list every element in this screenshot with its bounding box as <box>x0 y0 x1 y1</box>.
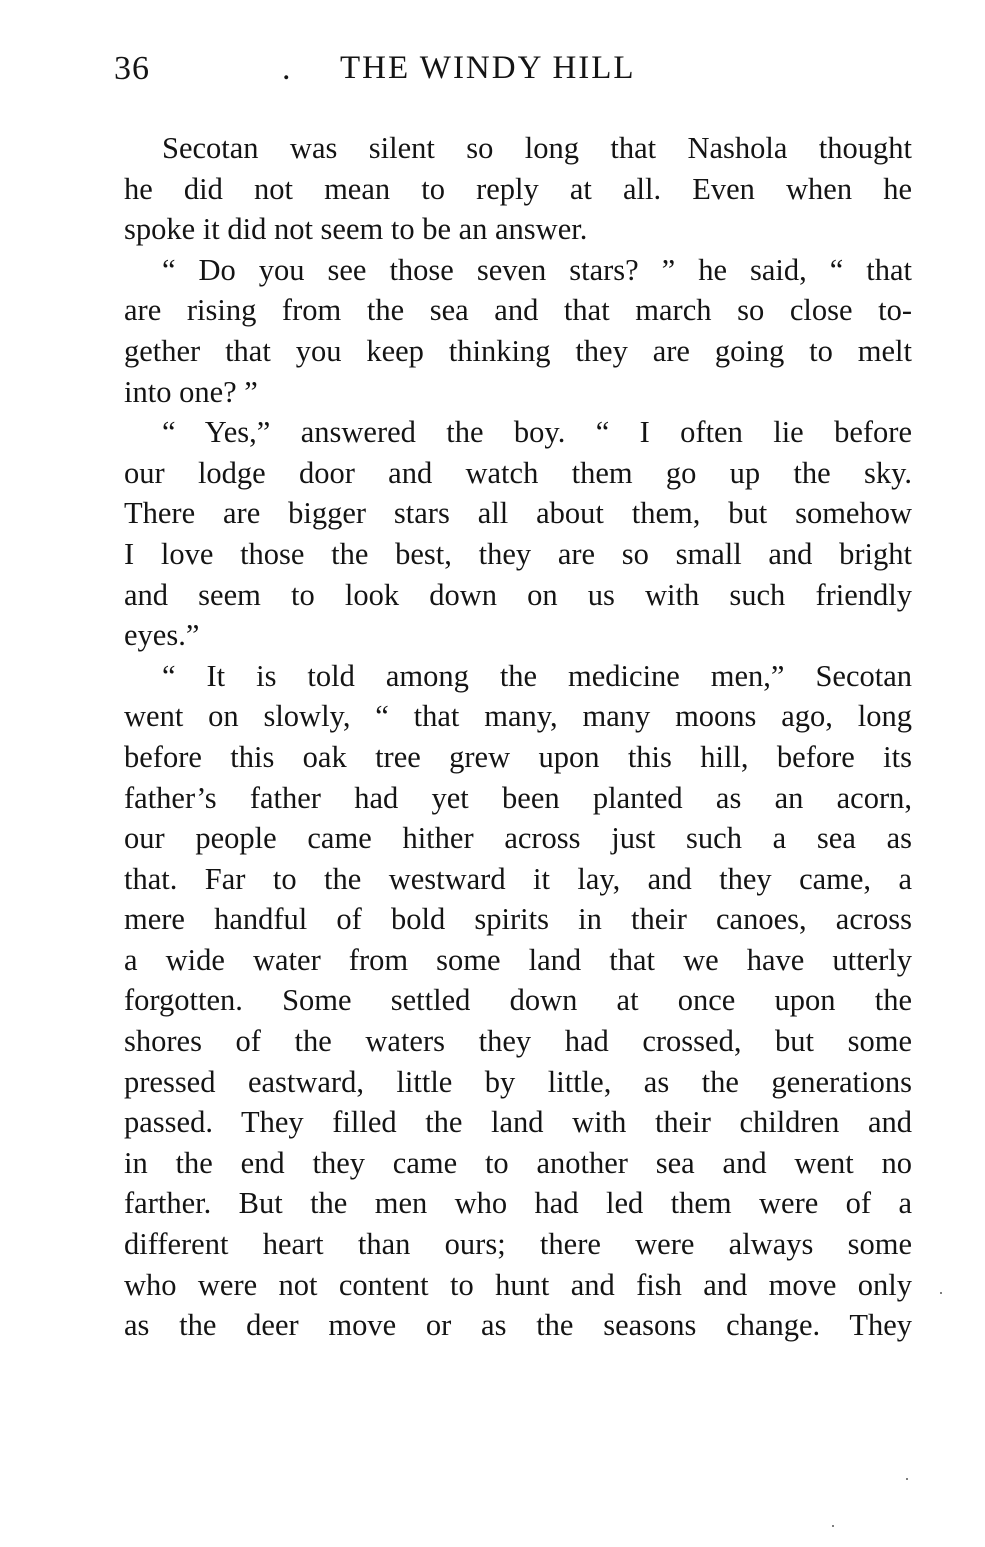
running-title: THE WINDY HILL <box>340 50 636 86</box>
text-line: shores of the waters they had crossed, but some <box>124 1024 912 1059</box>
text-line: Secotan was silent so long that Nashola thought <box>162 131 912 165</box>
header-dot: . <box>282 50 291 87</box>
text-line: gether that you keep thinking they are going to melt <box>124 333 912 368</box>
text-line: passed. They filled the land with their children and <box>124 1105 912 1140</box>
text-line: farther. But the men who had led them were of a <box>124 1186 912 1221</box>
text-line: who were not content to hunt and fish and move only <box>124 1267 912 1302</box>
text-line: a wide water from some land that we have utterly <box>124 942 912 977</box>
text-line: our people came hither across just such a sea as <box>124 821 912 856</box>
text-line: “ It is told among the medicine men,” Secotan <box>162 658 912 693</box>
paper-speck <box>940 1292 942 1294</box>
text-line: forgotten. Some settled down at once upon the <box>124 983 912 1018</box>
text-line: There are bigger stars all about them, but somehow <box>124 496 912 531</box>
text-line: eyes.” <box>124 618 200 653</box>
text-line: and seem to look down on us with such friendly <box>124 577 912 612</box>
text-line: into one? ” <box>124 374 258 409</box>
text-line: father’s father had yet been planted as an acorn, <box>124 780 912 815</box>
paper-speck <box>906 1478 908 1480</box>
text-line: our lodge door and watch them go up the sky. <box>124 455 912 490</box>
text-line: pressed eastward, little by little, as the generations <box>124 1064 912 1099</box>
body-text <box>124 128 912 1346</box>
text-line: as the deer move or as the seasons change. They <box>124 1308 912 1343</box>
page-header <box>114 50 914 100</box>
text-line: “ Yes,” answered the boy. “ I often lie before <box>162 415 912 450</box>
text-line: before this oak tree grew upon this hill, before its <box>124 739 912 774</box>
paper-speck <box>832 1525 834 1527</box>
text-line: went on slowly, “ that many, many moons ago, long <box>124 699 912 734</box>
text-line: different heart than ours; there were always some <box>124 1227 912 1262</box>
text-line: in the end they came to another sea and went no <box>124 1145 912 1180</box>
text-line: that. Far to the westward it lay, and they came, a <box>124 861 912 896</box>
text-line: are rising from the sea and that march so close to- <box>124 293 912 328</box>
text-line: mere handful of bold spirits in their canoes, across <box>124 902 912 937</box>
page-number: 36 <box>114 50 150 87</box>
text-line: I love those the best, they are so small and bright <box>124 536 912 571</box>
text-line: spoke it did not seem to be an answer. <box>124 212 588 247</box>
text-line: “ Do you see those seven stars? ” he said, “ that <box>162 252 912 287</box>
text-line: he did not mean to reply at all. Even when he <box>124 171 912 206</box>
